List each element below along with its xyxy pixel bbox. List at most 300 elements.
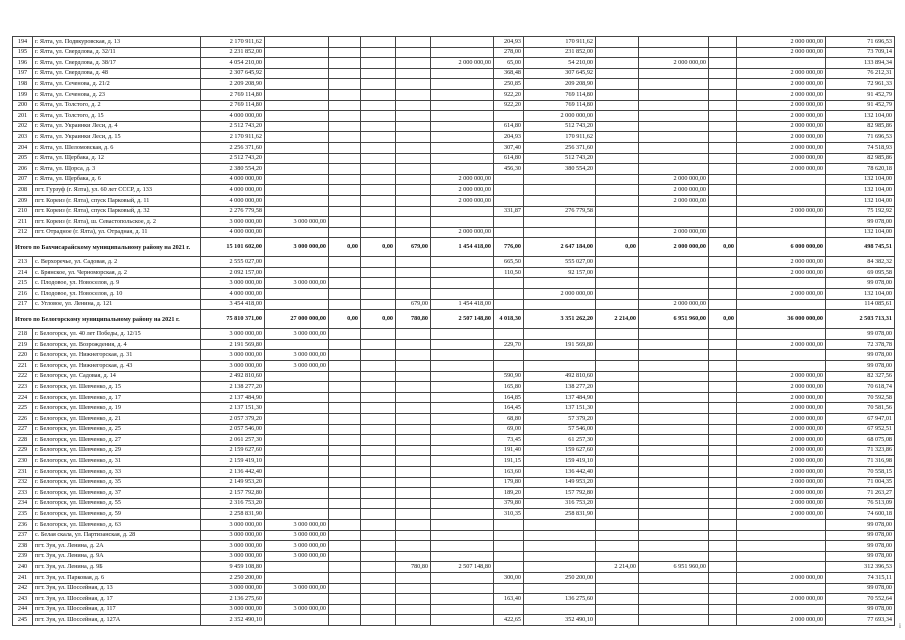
value-cell: [639, 509, 709, 520]
value-cell: [596, 79, 639, 90]
value-cell: [709, 509, 737, 520]
value-cell: [265, 488, 329, 499]
value-cell: [709, 371, 737, 382]
value-cell: [431, 68, 494, 79]
value-cell: 780,80: [396, 562, 431, 573]
address-cell: пгт. Кореиз (г. Ялта), спуск Парковый, д. 11: [33, 195, 201, 206]
value-cell: [639, 414, 709, 425]
value-cell: [524, 604, 596, 615]
value-cell: [494, 111, 524, 122]
value-cell: [709, 195, 737, 206]
value-cell: 99 078,00: [826, 551, 895, 562]
value-cell: [737, 299, 826, 310]
value-cell: [329, 121, 361, 132]
value-cell: [265, 58, 329, 69]
value-cell: [361, 371, 396, 382]
value-cell: [639, 604, 709, 615]
value-cell: [396, 350, 431, 361]
value-cell: [639, 267, 709, 278]
value-cell: 4 000 000,00: [201, 174, 265, 185]
value-cell: 2 157 792,80: [201, 488, 265, 499]
row-number: 232: [13, 477, 33, 488]
value-cell: [596, 350, 639, 361]
table-row: [13, 339, 895, 350]
value-cell: 2 000 000,00: [639, 58, 709, 69]
value-cell: 379,80: [494, 498, 524, 509]
value-cell: [431, 477, 494, 488]
address-cell: г. Ялта, ул. Свердлова, д. 32/11: [33, 47, 201, 58]
address-cell: пгт. Отрадное (г. Ялта), ул. Отрадная, д. 11: [33, 227, 201, 238]
address-cell: г. Ялта, ул. Толстого, д. 15: [33, 111, 201, 122]
value-cell: 2 061 257,30: [201, 435, 265, 446]
value-cell: [431, 79, 494, 90]
value-cell: 15 101 602,00: [201, 238, 265, 257]
value-cell: [396, 68, 431, 79]
value-cell: [265, 227, 329, 238]
value-cell: [639, 89, 709, 100]
value-cell: [361, 100, 396, 111]
value-cell: 2 000 000,00: [737, 445, 826, 456]
value-cell: 99 078,00: [826, 541, 895, 552]
value-cell: 67 947,01: [826, 414, 895, 425]
value-cell: [396, 132, 431, 143]
value-cell: 3 000 000,00: [201, 278, 265, 289]
row-number: 196: [13, 58, 33, 69]
value-cell: [361, 153, 396, 164]
row-number: 223: [13, 382, 33, 393]
subtotal-label: Итого по Белогорскому муниципальному району на 2021 г.: [13, 310, 201, 329]
value-cell: [329, 498, 361, 509]
value-cell: 132 104,00: [826, 174, 895, 185]
value-cell: [329, 257, 361, 268]
value-cell: [265, 111, 329, 122]
value-cell: 2 258 831,90: [201, 509, 265, 520]
value-cell: 69,00: [494, 424, 524, 435]
value-cell: [494, 329, 524, 340]
value-cell: [494, 562, 524, 573]
value-cell: [396, 339, 431, 350]
value-cell: [361, 142, 396, 153]
value-cell: [265, 594, 329, 605]
address-cell: г. Белогорск, ул. Шевченко, д. 31: [33, 456, 201, 467]
address-cell: пгт. Зуя, ул. Ленина, д. 9А: [33, 551, 201, 562]
value-cell: [709, 382, 737, 393]
value-cell: [596, 498, 639, 509]
value-cell: [361, 278, 396, 289]
value-cell: [639, 111, 709, 122]
value-cell: [596, 403, 639, 414]
value-cell: [329, 551, 361, 562]
value-cell: [431, 121, 494, 132]
value-cell: [431, 403, 494, 414]
value-cell: [329, 519, 361, 530]
value-cell: [361, 382, 396, 393]
value-cell: 73,45: [494, 435, 524, 446]
address-cell: г. Белогорск, ул. Шевченко, д. 29: [33, 445, 201, 456]
value-cell: 76 513,09: [826, 498, 895, 509]
value-cell: 3 351 262,20: [524, 310, 596, 329]
table-row: [13, 195, 895, 206]
value-cell: 136 275,60: [524, 594, 596, 605]
value-cell: 2 000 000,00: [737, 132, 826, 143]
address-cell: г. Ялта, ул. Щербака, д. 6: [33, 174, 201, 185]
value-cell: [596, 541, 639, 552]
row-number: 240: [13, 562, 33, 573]
value-cell: [639, 100, 709, 111]
value-cell: [361, 604, 396, 615]
value-cell: [596, 382, 639, 393]
value-cell: [639, 164, 709, 175]
value-cell: 2 000 000,00: [737, 267, 826, 278]
value-cell: [494, 217, 524, 228]
value-cell: 2 000 000,00: [737, 257, 826, 268]
value-cell: [524, 583, 596, 594]
value-cell: [524, 361, 596, 372]
value-cell: [265, 371, 329, 382]
value-cell: [396, 267, 431, 278]
value-cell: 2 000 000,00: [737, 498, 826, 509]
value-cell: 776,00: [494, 238, 524, 257]
value-cell: [361, 299, 396, 310]
value-cell: [639, 68, 709, 79]
value-cell: [329, 299, 361, 310]
value-cell: 2 138 277,20: [201, 382, 265, 393]
value-cell: [361, 551, 396, 562]
value-cell: [596, 361, 639, 372]
value-cell: 1 454 418,00: [431, 299, 494, 310]
value-cell: 2 380 554,20: [201, 164, 265, 175]
value-cell: [524, 551, 596, 562]
value-cell: [596, 100, 639, 111]
value-cell: 27 000 000,00: [265, 310, 329, 329]
value-cell: [329, 604, 361, 615]
value-cell: [639, 488, 709, 499]
row-number: 234: [13, 498, 33, 509]
address-cell: г. Ялта, ул. Щорса, д. 3: [33, 164, 201, 175]
value-cell: [494, 530, 524, 541]
address-cell: с. Плодовое, ул. Новоселов, д. 9: [33, 278, 201, 289]
value-cell: [639, 572, 709, 583]
value-cell: [639, 278, 709, 289]
value-cell: 70 618,74: [826, 382, 895, 393]
value-cell: [737, 541, 826, 552]
value-cell: 71 696,53: [826, 37, 895, 48]
value-cell: [396, 456, 431, 467]
address-cell: г. Белогорск, ул. Шевченко, д. 17: [33, 392, 201, 403]
value-cell: 4 018,30: [494, 310, 524, 329]
value-cell: 6 951 960,00: [639, 562, 709, 573]
row-number: 231: [13, 466, 33, 477]
value-cell: [265, 498, 329, 509]
value-cell: 3 000 000,00: [201, 530, 265, 541]
value-cell: [431, 445, 494, 456]
value-cell: 3 000 000,00: [265, 238, 329, 257]
row-number: 233: [13, 488, 33, 499]
value-cell: [639, 551, 709, 562]
value-cell: [361, 164, 396, 175]
value-cell: [329, 206, 361, 217]
value-cell: [431, 488, 494, 499]
value-cell: 57 379,20: [524, 414, 596, 425]
row-number: 225: [13, 403, 33, 414]
value-cell: [596, 132, 639, 143]
row-number: 239: [13, 551, 33, 562]
table-row: [13, 278, 895, 289]
value-cell: 69 095,58: [826, 267, 895, 278]
value-cell: [639, 142, 709, 153]
value-cell: [709, 217, 737, 228]
value-cell: [494, 227, 524, 238]
value-cell: [361, 615, 396, 626]
value-cell: 77 693,34: [826, 615, 895, 626]
value-cell: 256 371,60: [524, 142, 596, 153]
value-cell: [361, 456, 396, 467]
value-cell: [524, 530, 596, 541]
value-cell: [709, 594, 737, 605]
value-cell: 99 078,00: [826, 350, 895, 361]
table-row: [13, 79, 895, 90]
row-number: 214: [13, 267, 33, 278]
value-cell: 78 620,18: [826, 164, 895, 175]
value-cell: [265, 435, 329, 446]
row-number: 213: [13, 257, 33, 268]
value-cell: 3 000 000,00: [265, 604, 329, 615]
value-cell: [737, 195, 826, 206]
value-cell: [737, 227, 826, 238]
table-row: [13, 185, 895, 196]
value-cell: [596, 414, 639, 425]
value-cell: [737, 583, 826, 594]
address-cell: г. Ялта, ул. Украинки Леси, д. 4: [33, 121, 201, 132]
value-cell: 2 000 000,00: [737, 47, 826, 58]
table-row: [13, 37, 895, 48]
value-cell: 2 000 000,00: [737, 594, 826, 605]
value-cell: [329, 111, 361, 122]
value-cell: [329, 572, 361, 583]
value-cell: [431, 509, 494, 520]
value-cell: [361, 89, 396, 100]
value-cell: [431, 414, 494, 425]
value-cell: 2 000 000,00: [737, 615, 826, 626]
value-cell: [639, 424, 709, 435]
value-cell: [709, 583, 737, 594]
value-cell: [361, 572, 396, 583]
value-cell: 133 894,34: [826, 58, 895, 69]
address-cell: пгт. Зуя, ул. Ленина, д. 9Б: [33, 562, 201, 573]
value-cell: 82 985,86: [826, 153, 895, 164]
value-cell: [524, 299, 596, 310]
value-cell: [737, 519, 826, 530]
address-cell: пгт. Зуя, ул. Шоссейная, д. 117: [33, 604, 201, 615]
value-cell: 2 647 184,00: [524, 238, 596, 257]
value-cell: 9 459 108,80: [201, 562, 265, 573]
value-cell: [361, 227, 396, 238]
value-cell: [329, 164, 361, 175]
page-mark: i: [899, 622, 901, 630]
value-cell: [709, 615, 737, 626]
value-cell: [329, 329, 361, 340]
value-cell: [329, 594, 361, 605]
value-cell: [431, 530, 494, 541]
value-cell: [396, 153, 431, 164]
table-row: [13, 414, 895, 425]
value-cell: 380 554,20: [524, 164, 596, 175]
value-cell: [265, 257, 329, 268]
value-cell: [709, 257, 737, 268]
value-cell: [329, 530, 361, 541]
value-cell: 590,90: [494, 371, 524, 382]
value-cell: [396, 509, 431, 520]
value-cell: [596, 142, 639, 153]
value-cell: [361, 132, 396, 143]
value-cell: [361, 594, 396, 605]
value-cell: 3 000 000,00: [265, 583, 329, 594]
value-cell: 2 000 000,00: [737, 371, 826, 382]
value-cell: 138 277,20: [524, 382, 596, 393]
row-number: 237: [13, 530, 33, 541]
value-cell: 99 078,00: [826, 361, 895, 372]
value-cell: 2 057 379,20: [201, 414, 265, 425]
value-cell: [329, 414, 361, 425]
value-cell: [431, 111, 494, 122]
row-number: 238: [13, 541, 33, 552]
value-cell: [431, 350, 494, 361]
value-cell: [709, 121, 737, 132]
value-cell: 276 779,58: [524, 206, 596, 217]
value-cell: [361, 414, 396, 425]
value-cell: [709, 361, 737, 372]
value-cell: [361, 562, 396, 573]
value-cell: 70 592,58: [826, 392, 895, 403]
value-cell: 512 743,20: [524, 153, 596, 164]
value-cell: 312 396,53: [826, 562, 895, 573]
value-cell: [265, 153, 329, 164]
value-cell: [494, 551, 524, 562]
value-cell: 132 104,00: [826, 195, 895, 206]
value-cell: 3 000 000,00: [201, 551, 265, 562]
value-cell: 3 000 000,00: [201, 604, 265, 615]
value-cell: [709, 174, 737, 185]
value-cell: [709, 289, 737, 300]
value-cell: 2 214,00: [596, 310, 639, 329]
value-cell: 4 000 000,00: [201, 227, 265, 238]
value-cell: [329, 278, 361, 289]
value-cell: [431, 153, 494, 164]
value-cell: [596, 435, 639, 446]
value-cell: [431, 604, 494, 615]
value-cell: 2 000 000,00: [639, 185, 709, 196]
value-cell: [709, 519, 737, 530]
value-cell: [737, 278, 826, 289]
row-number: 209: [13, 195, 33, 206]
value-cell: 310,35: [494, 509, 524, 520]
value-cell: [396, 594, 431, 605]
address-cell: г. Ялта, ул. Свердлова, д. 38/17: [33, 58, 201, 69]
value-cell: [709, 339, 737, 350]
value-cell: [639, 37, 709, 48]
value-cell: [265, 185, 329, 196]
value-cell: 157 792,80: [524, 488, 596, 499]
value-cell: 159 419,10: [524, 456, 596, 467]
value-cell: [396, 519, 431, 530]
value-cell: [431, 329, 494, 340]
value-cell: 4 000 000,00: [201, 195, 265, 206]
value-cell: [709, 299, 737, 310]
row-number: 245: [13, 615, 33, 626]
value-cell: [596, 174, 639, 185]
value-cell: [524, 519, 596, 530]
value-cell: [596, 371, 639, 382]
value-cell: 2 000 000,00: [639, 299, 709, 310]
value-cell: [396, 206, 431, 217]
value-cell: [639, 257, 709, 268]
value-cell: [596, 519, 639, 530]
value-cell: 70 552,64: [826, 594, 895, 605]
value-cell: [265, 382, 329, 393]
value-cell: [431, 164, 494, 175]
value-cell: [494, 185, 524, 196]
value-cell: [524, 217, 596, 228]
value-cell: [431, 382, 494, 393]
value-cell: [329, 289, 361, 300]
value-cell: [329, 47, 361, 58]
value-cell: 2 137 484,90: [201, 392, 265, 403]
value-cell: [737, 185, 826, 196]
table-row: [13, 217, 895, 228]
address-cell: г. Белогорск, ул. 40 лет Победы, д. 12/15: [33, 329, 201, 340]
value-cell: 2 507 148,80: [431, 562, 494, 573]
row-number: 222: [13, 371, 33, 382]
table-row: [13, 562, 895, 573]
row-number: 210: [13, 206, 33, 217]
table-row: [13, 371, 895, 382]
row-number: 216: [13, 289, 33, 300]
value-cell: [265, 89, 329, 100]
value-cell: 82 327,56: [826, 371, 895, 382]
value-cell: [709, 278, 737, 289]
value-cell: [596, 329, 639, 340]
value-cell: [329, 217, 361, 228]
address-cell: г. Ялта, ул. Сеченова, д. 21/2: [33, 79, 201, 90]
value-cell: 74 315,11: [826, 572, 895, 583]
value-cell: 2 000 000,00: [737, 89, 826, 100]
value-cell: 137 151,30: [524, 403, 596, 414]
value-cell: [361, 466, 396, 477]
value-cell: 2 209 208,90: [201, 79, 265, 90]
value-cell: [639, 519, 709, 530]
value-cell: [329, 174, 361, 185]
value-cell: [639, 477, 709, 488]
address-cell: г. Белогорск, ул. Шевченко, д. 63: [33, 519, 201, 530]
table-row: [13, 121, 895, 132]
value-cell: [709, 350, 737, 361]
table-row: [13, 361, 895, 372]
address-cell: пгт. Зуя, ул. Шоссейная, д. 127А: [33, 615, 201, 626]
row-number: 205: [13, 153, 33, 164]
value-cell: 136 442,40: [524, 466, 596, 477]
value-cell: 4 000 000,00: [201, 185, 265, 196]
value-cell: 2 316 753,20: [201, 498, 265, 509]
table-row: [13, 267, 895, 278]
value-cell: 2 000 000,00: [737, 403, 826, 414]
value-cell: [329, 477, 361, 488]
value-cell: 2 000 000,00: [639, 227, 709, 238]
row-number: 227: [13, 424, 33, 435]
value-cell: 2 000 000,00: [431, 174, 494, 185]
value-cell: 2 000 000,00: [737, 414, 826, 425]
value-cell: [361, 392, 396, 403]
value-cell: [639, 445, 709, 456]
